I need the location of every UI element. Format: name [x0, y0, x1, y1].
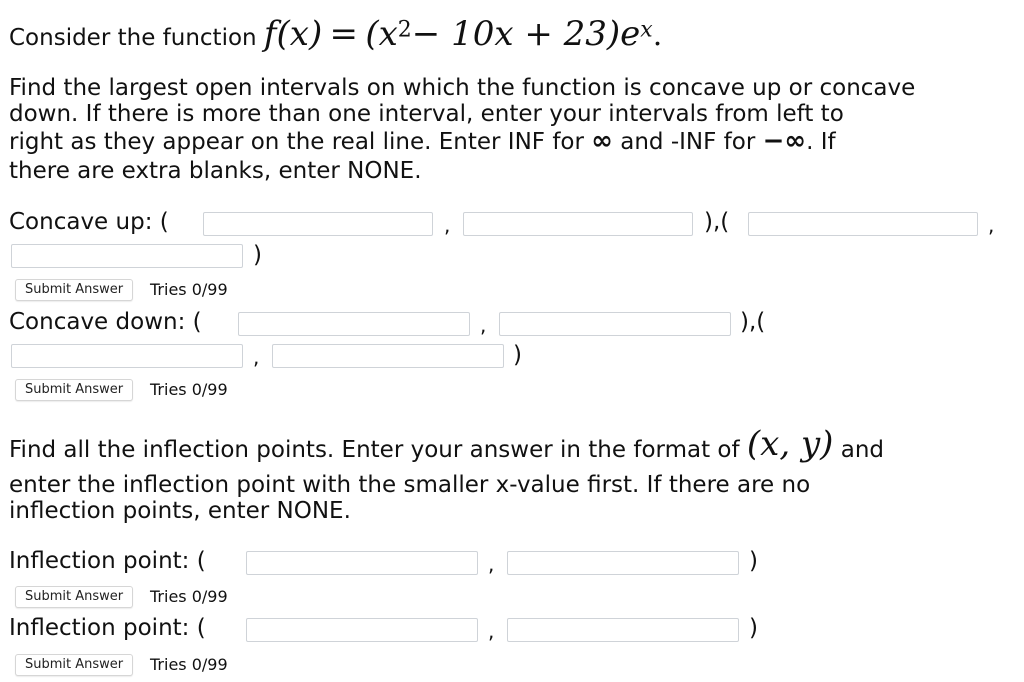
- concave-up-interval2-right-input[interactable]: [11, 244, 243, 268]
- concave-up-submit-button[interactable]: Submit Answer: [15, 279, 133, 301]
- comma: ,: [253, 345, 260, 369]
- intro-text: Consider the function: [9, 25, 257, 51]
- prompt-text: . If: [806, 129, 836, 155]
- inflection-point-1-tries: Tries 0/99: [150, 587, 228, 606]
- exponent-x: x: [640, 17, 653, 43]
- prompt-text: and -INF for: [620, 129, 756, 155]
- inflection-point-1-x-input[interactable]: [246, 551, 478, 575]
- negative-infinity-symbol: −∞: [762, 126, 807, 156]
- function-name: f(x): [263, 14, 323, 54]
- concave-up-interval1-right-input[interactable]: [463, 212, 693, 236]
- close-paren: ): [253, 242, 262, 268]
- concave-down-tries: Tries 0/99: [150, 380, 228, 399]
- comma: ,: [488, 552, 495, 576]
- concavity-prompt-line3: [9, 128, 836, 155]
- concavity-prompt-line4: there are extra blanks, enter NONE.: [9, 158, 422, 184]
- expression-rest: − 10x + 23)e: [411, 14, 641, 54]
- inflection-point-1-y-input[interactable]: [507, 551, 739, 575]
- format-xy: (x, y): [746, 424, 834, 464]
- close-paren: ): [749, 615, 758, 641]
- inflection-point-2-submit-button[interactable]: Submit Answer: [15, 654, 133, 676]
- concave-down-interval2-right-input[interactable]: [272, 344, 504, 368]
- close-paren: ): [513, 342, 522, 368]
- interval-separator: ),(: [704, 209, 730, 235]
- interval-separator: ),(: [740, 309, 766, 335]
- inflection-prompt-line1: [9, 424, 885, 464]
- inflection-point-2-label: Inflection point: (: [9, 615, 206, 641]
- inflection-prompt-line3: inflection points, enter NONE.: [9, 498, 351, 524]
- concavity-prompt-line1: Find the largest open intervals on which the function is concave up or concave: [9, 75, 916, 101]
- close-paren: ): [749, 548, 758, 574]
- concave-down-interval1-left-input[interactable]: [238, 312, 470, 336]
- comma: ,: [488, 619, 495, 643]
- prompt-text: right as they appear on the real line. Enter INF for: [9, 129, 584, 155]
- inflection-point-2-x-input[interactable]: [246, 618, 478, 642]
- concave-down-interval2-left-input[interactable]: [11, 344, 243, 368]
- comma: ,: [444, 213, 451, 237]
- prompt-text: and: [840, 437, 885, 463]
- equals-sign: =: [329, 14, 359, 54]
- prompt-text: Find all the inflection points. Enter your answer in the format of: [9, 437, 740, 463]
- concave-up-label: Concave up: (: [9, 209, 169, 235]
- inflection-point-2-y-input[interactable]: [507, 618, 739, 642]
- concave-up-interval2-left-input[interactable]: [748, 212, 978, 236]
- comma: ,: [480, 313, 487, 337]
- concave-down-submit-button[interactable]: Submit Answer: [15, 379, 133, 401]
- inflection-prompt-line2: enter the inflection point with the smaller x-value first. If there are no: [9, 472, 811, 498]
- concave-up-tries: Tries 0/99: [150, 280, 228, 299]
- concave-down-interval1-right-input[interactable]: [499, 312, 731, 336]
- concave-up-interval1-left-input[interactable]: [203, 212, 433, 236]
- exponent-two: 2: [397, 17, 412, 43]
- concave-down-label: Concave down: (: [9, 309, 202, 335]
- inflection-point-2-tries: Tries 0/99: [150, 655, 228, 674]
- comma: ,: [988, 213, 995, 237]
- expression-open: (x: [365, 14, 398, 54]
- concavity-prompt-line2: down. If there is more than one interval, enter your intervals from left to: [9, 101, 844, 127]
- period: .: [652, 18, 663, 53]
- problem-statement: [9, 14, 662, 54]
- inflection-point-1-label: Inflection point: (: [9, 548, 206, 574]
- inflection-point-1-submit-button[interactable]: Submit Answer: [15, 586, 133, 608]
- infinity-symbol: ∞: [591, 126, 613, 156]
